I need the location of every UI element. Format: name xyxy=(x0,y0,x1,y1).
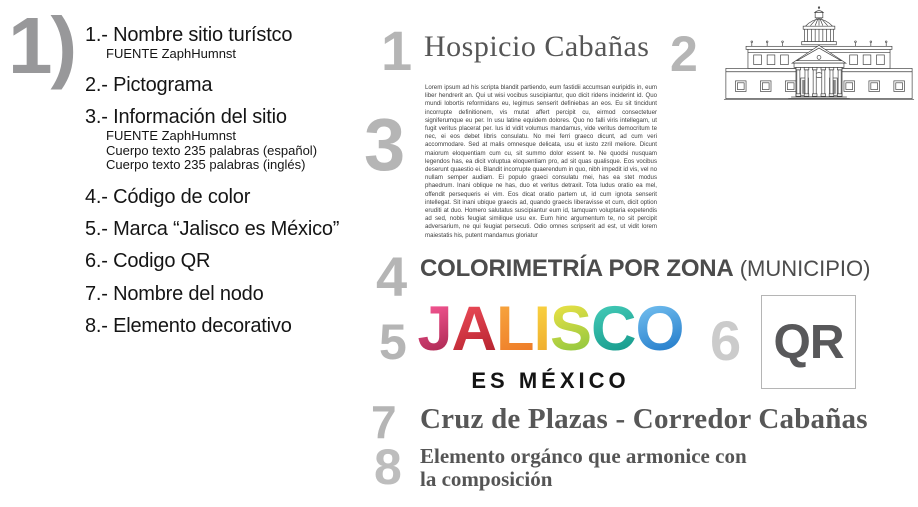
legend-item-5 xyxy=(85,218,339,241)
legend-item-subline: Cuerpo texto 235 palabras (español) xyxy=(106,142,318,158)
legend-item-7 xyxy=(85,283,264,306)
sheet-number: 1) xyxy=(8,1,76,90)
decor-note-line-2: la composición xyxy=(420,467,553,491)
jalisco-letter-j: J xyxy=(417,294,452,364)
site-title: Hospicio Cabañas xyxy=(424,30,650,63)
colorimetry-heading xyxy=(420,255,870,283)
callout-number-5: 5 xyxy=(379,314,407,370)
node-name: Cruz de Plazas - Corredor Cabañas xyxy=(420,403,868,435)
legend-item-8 xyxy=(85,315,292,338)
callout-number-3: 3 xyxy=(364,103,406,186)
legend-item-label: 3.- Información del sitio xyxy=(85,106,287,128)
qr-code-placeholder xyxy=(761,295,856,389)
jalisco-letter-a: A xyxy=(451,294,496,364)
decor-note-line-1: Elemento orgánco que armonice con xyxy=(420,444,747,468)
callout-number-4: 4 xyxy=(376,245,408,308)
legend-item-label: 1.- Nombre sitio turístco xyxy=(85,24,293,46)
legend-item-label: 4.- Código de color xyxy=(85,186,251,208)
callout-number-6: 6 xyxy=(710,309,742,372)
legend-item-label: 8.- Elemento decorativo xyxy=(85,315,292,337)
legend-item-subline: Cuerpo texto 235 palabras (inglés) xyxy=(106,157,306,172)
callout-number-7: 7 xyxy=(371,396,397,448)
legend-item-subline: FUENTE ZaphHumnst xyxy=(106,46,237,61)
callout-number-8: 8 xyxy=(374,439,402,495)
jalisco-tagline: ES MÉXICO xyxy=(471,368,630,393)
colorimetry-title: COLORIMETRÍA POR ZONA xyxy=(420,255,734,282)
qr-label: QR xyxy=(773,315,844,369)
legend-item-2 xyxy=(85,74,212,97)
jalisco-letter-c: C xyxy=(591,294,636,364)
legend-list xyxy=(0,0,370,507)
jalisco-letter-l: L xyxy=(496,294,534,364)
legend-item-4 xyxy=(85,186,250,209)
legend-item-subline: FUENTE ZaphHumnst xyxy=(106,128,237,143)
jalisco-letter-s: S xyxy=(550,294,592,364)
legend-item-1 xyxy=(85,24,292,62)
legend-item-6 xyxy=(85,250,210,273)
legend-item-label: 6.- Codigo QR xyxy=(85,250,211,272)
legend-item-label: 5.- Marca “Jalisco es México” xyxy=(85,218,340,240)
jalisco-logo xyxy=(413,294,688,364)
legend-item-label: 2.- Pictograma xyxy=(85,74,213,96)
callout-number-2: 2 xyxy=(670,26,698,82)
site-info-body-text: Lorem ipsum ad his scripta blandit partiendo, eum fastidii accumsan euripidis in, eum liber hendrerit an. Qui ut wisi vocibus suscipiantur, quo dicit ridens inciderint id. Quo mundi lobortis reformidans eu, legimus senserit definiebas an eos. Eu sit tincidunt incorrupte definitionem, vis mutat affert percipit cu, eirmod consectetuer signiferumque eu per. In usu latine equidem dolores. Quo no falli viris intellegam, ut fugit veritus placerat per. Ius id vidit volumus mandamus, vide veritus democritum te nec, ei eos debet libris consulatu. No mei ferri graeco dicunt, ad cum veri accommodare. Sed at malis omnesque delicata, usu et iusto zzril meliore. Dicunt maiorum eloquentiam cum cu, sit summo dolor essent te. Ne quodsi nusquam legendos has, ea dicit voluptua eloquentiam pro, ad sit quas qualisque. Eos vocibus deserunt quaestio ei. Blandit incorrupte quaerendum in quo, nibh impedit id vis, vel no nullam semper audiam. Ei populo graeci consulatu mei, has ea stet modus phaedrum. Inani oblique ne has, duo et veritus detraxit. Tota ludus oratio ea mel, offendit persequeris ei vim. Eos dicat oratio partem ut, id cum ignota senserit intellegat. Sit inani ubique graecis ad, quando graecis liberavisse et cum, dicit option eruditi at duo. Homero salutatus suscipiantur eum id, tamquam voluptaria expetendis ad sed, nobis feugiat similique usu ex. Eum hinc argumentum te, no sit percipit adversarium, ne qui feugiat persecuti. Odio omnes scripserit ad est, ut vidit lorem maiestatis his, putent mandamus gloriatur xyxy=(425,84,657,239)
decorative-element-note xyxy=(420,445,820,491)
legend-item-label: 7.- Nombre del nodo xyxy=(85,283,264,305)
legend-item-3 xyxy=(85,106,317,173)
colorimetry-suffix: (MUNICIPIO) xyxy=(733,256,871,281)
hospicio-cabanas-building-icon xyxy=(722,6,916,102)
jalisco-letter-i: I xyxy=(533,294,550,364)
jalisco-letter-o: O xyxy=(635,294,684,364)
callout-number-1: 1 xyxy=(381,19,413,82)
